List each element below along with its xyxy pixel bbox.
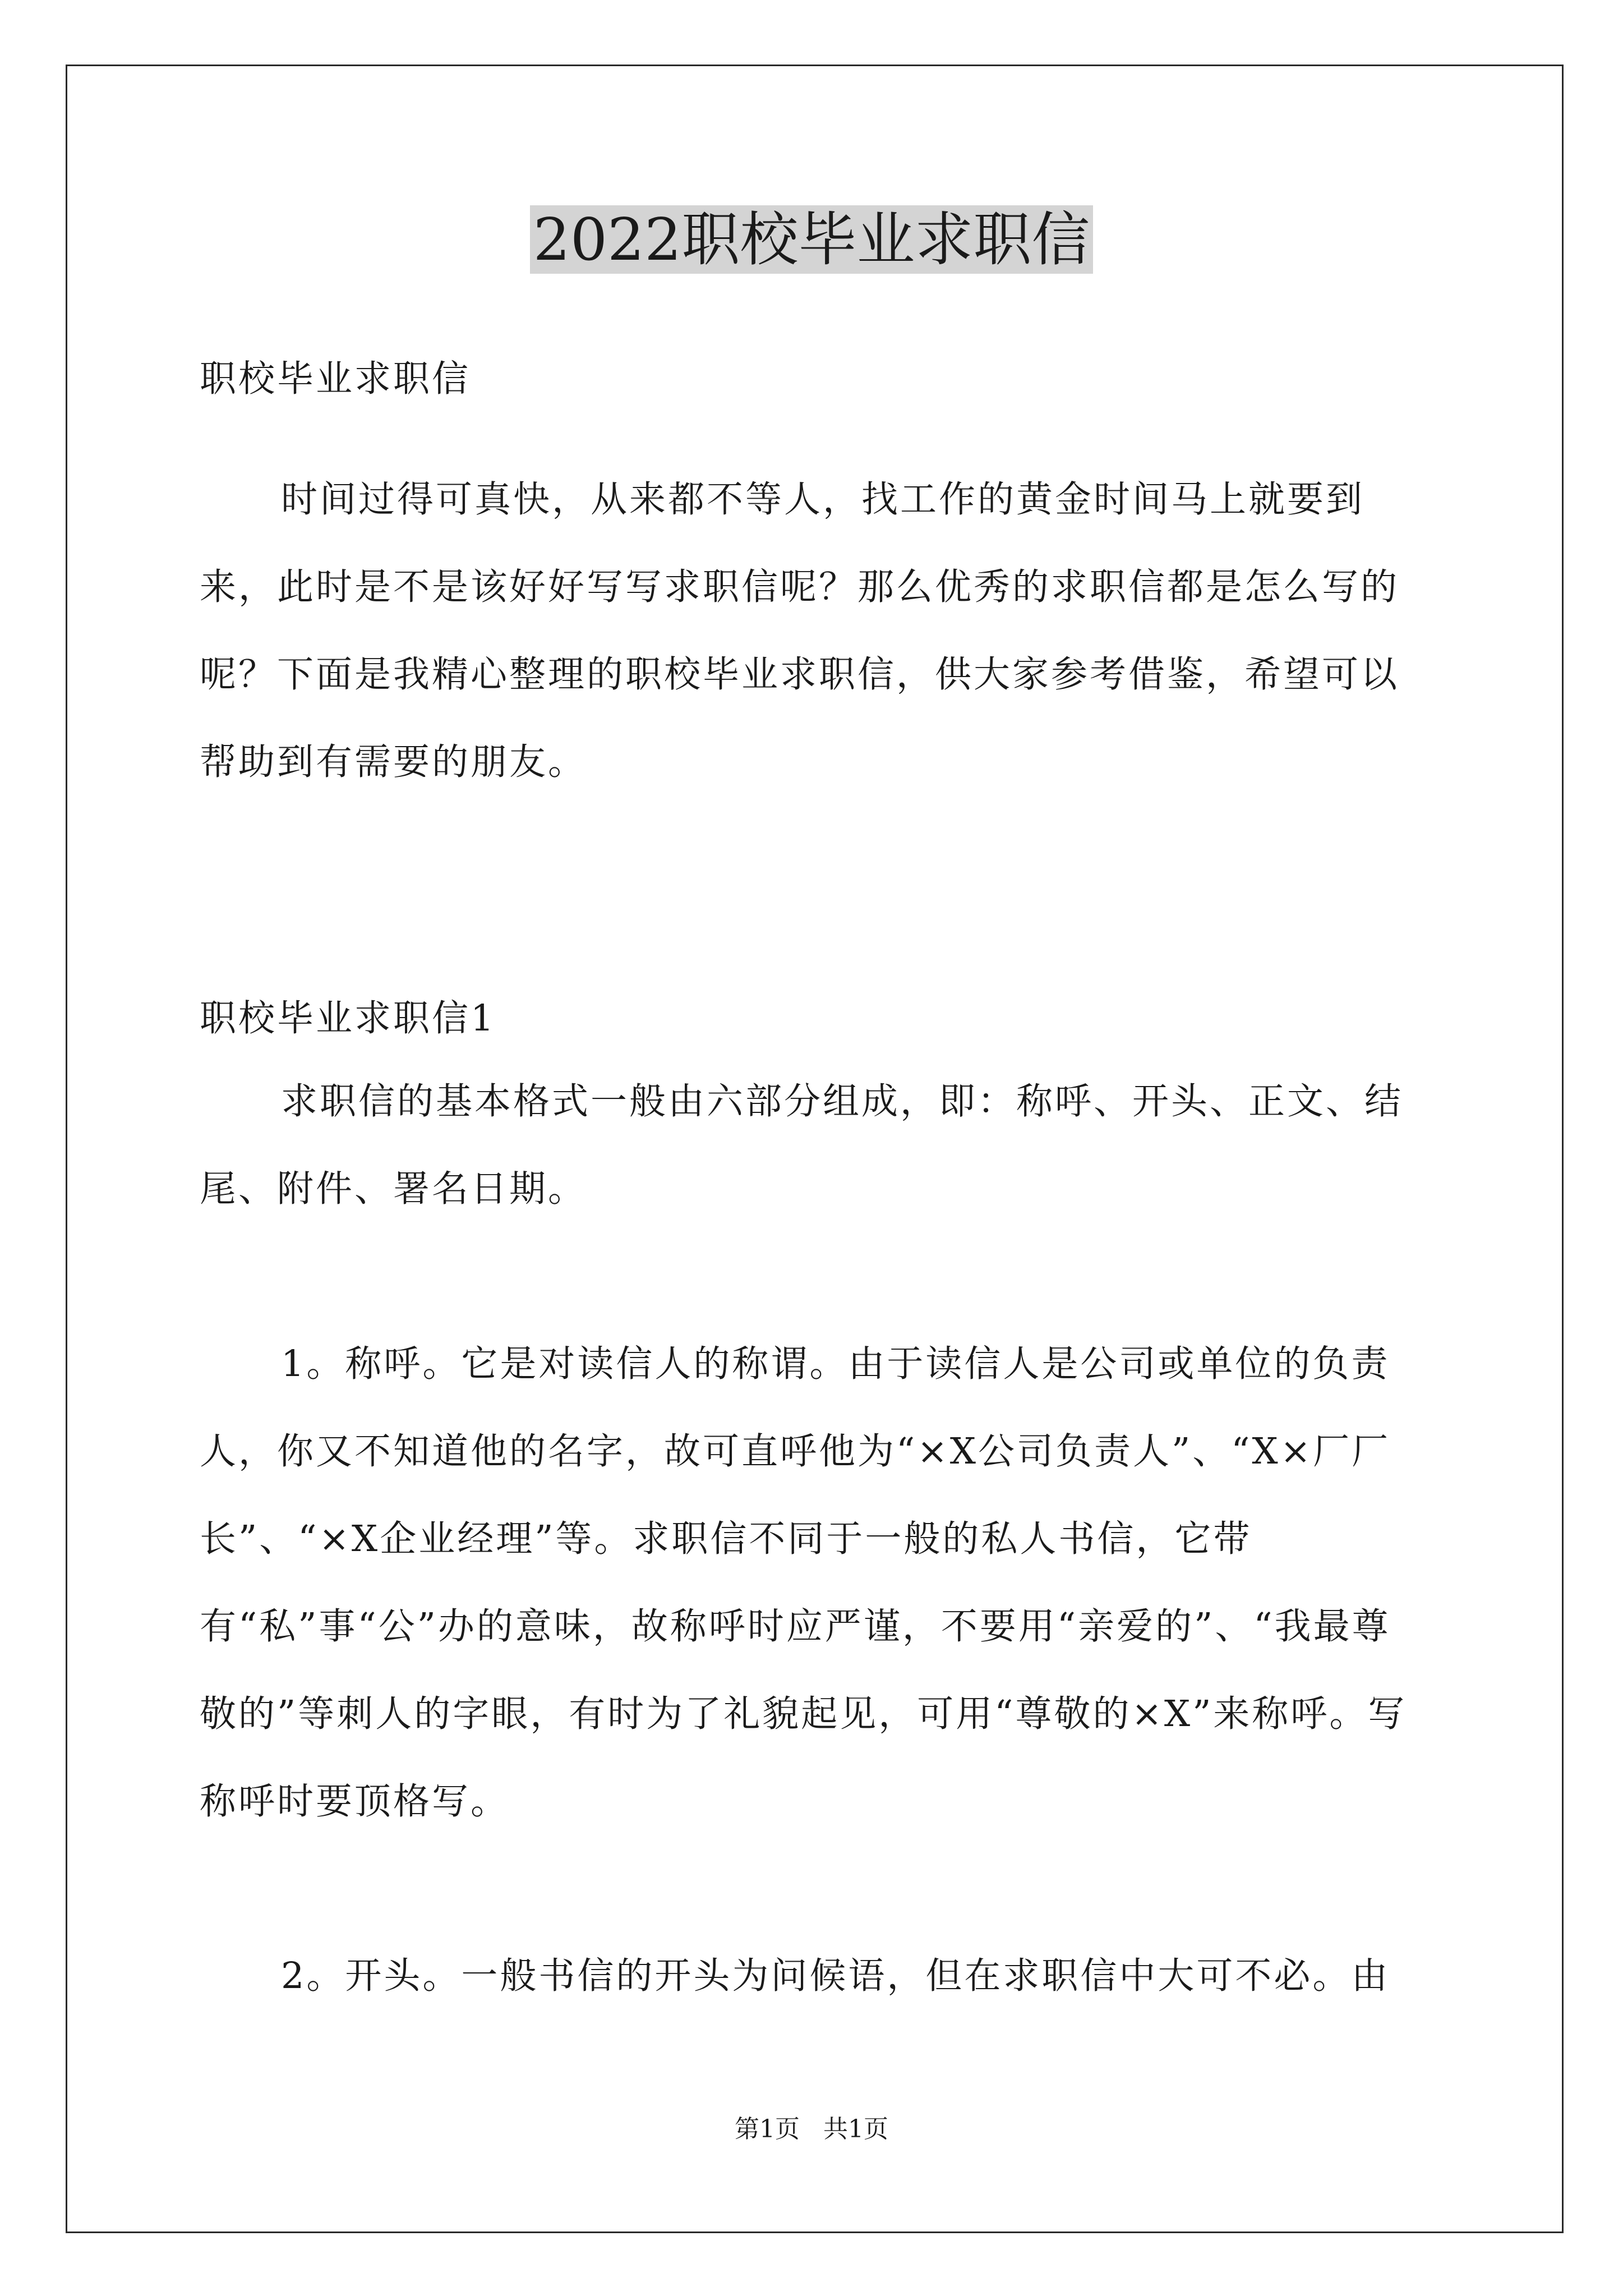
section-heading: 职校毕业求职信 [200, 358, 471, 400]
format-paragraph: 求职信的基本格式一般由六部分组成，即：称呼、开头、正文、结尾、附件、署名日期。 [200, 1080, 1404, 1210]
page-footer: 第1页 共1页 [735, 2115, 888, 2143]
intro-paragraph: 时间过得可真快，从来都不等人，找工作的黄金时间马上就要到来，此时是不是该好好写写求职信呢？那么优秀的求职信都是怎么写的呢？下面是我精心整理的职校毕业求职信，供大家参考借鉴，希望可以帮助到有需要的朋友。 [200, 478, 1400, 783]
opening-paragraph: 2。开头。一般书信的开头为问候语，但在求职信中大可不必。由 [281, 1955, 1390, 1997]
salutation-paragraph: 1。称呼。它是对读信人的称谓。由于读信人是公司或单位的负责人，你又不知道他的名字，故可直呼他为“×X公司负责人”、“X×厂厂长”、“×X企业经理”等。求职信不同于一般的私人书信，它带有“私”事“公”办的意味，故称呼时应严谨，不要用“亲爱的”、“我最尊敬的”等刺人的字眼，有时为了礼貌起见，可用“尊敬的×X”来称呼。写称呼时要顶格写。 [200, 1343, 1407, 1823]
section-1-heading: 职校毕业求职信1 [200, 997, 496, 1039]
document-title: 2022职校毕业求职信 [0, 200, 1623, 279]
